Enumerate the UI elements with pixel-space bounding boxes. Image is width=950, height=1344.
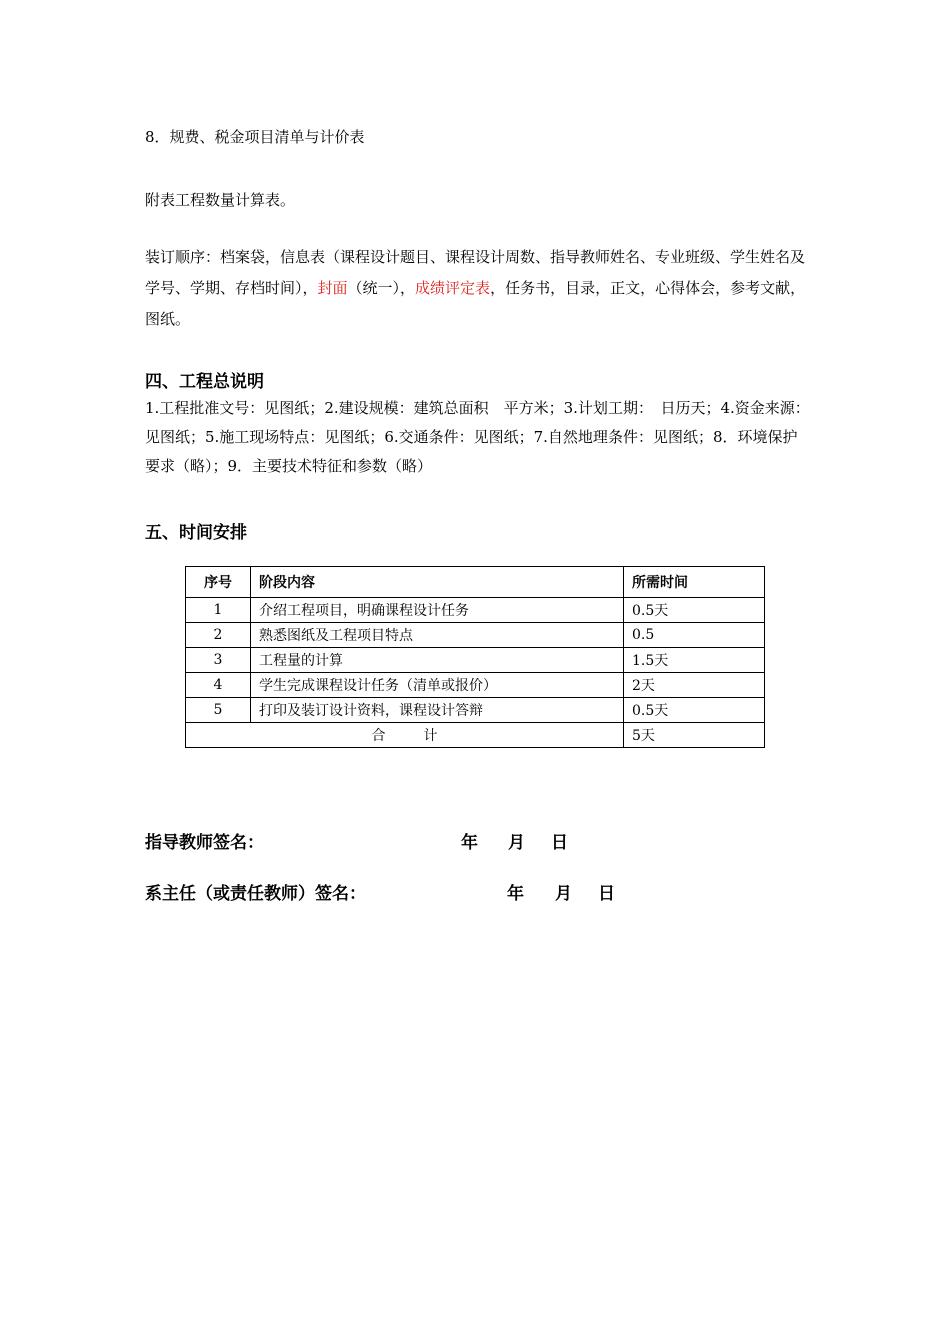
row-content: 介绍工程项目，明确课程设计任务	[251, 598, 624, 623]
teacher-sign-year: 年	[461, 833, 478, 853]
row-no: 4	[186, 673, 251, 698]
row-content: 学生完成课程设计任务（清单或报价）	[251, 673, 624, 698]
total-time: 5天	[624, 723, 765, 748]
total-label-b: 计	[423, 728, 438, 744]
binding-order-paragraph	[145, 242, 810, 335]
row-no: 1	[186, 598, 251, 623]
table-row	[186, 598, 765, 623]
director-sign-day: 日	[598, 884, 615, 904]
row-time: 1.5天	[624, 648, 765, 673]
table-row	[186, 698, 765, 723]
appendix-text: 附表工程数量计算表。	[145, 191, 296, 209]
row-time: 0.5天	[624, 698, 765, 723]
teacher-sign-day: 日	[551, 833, 568, 853]
total-label-a: 合	[371, 728, 386, 744]
table-row	[186, 623, 765, 648]
total-label	[186, 723, 624, 748]
row-time: 0.5	[624, 623, 765, 648]
row-no: 2	[186, 623, 251, 648]
section-4-text: 1.工程批准文号：见图纸；2.建设规模：建筑总面积 平方米；3.计划工期： 日历天；4.资金来源：见图纸；5.施工现场特点：见图纸；6.交通条件：见图纸；7.自然地理条件：见图纸；8．环境保护要求（略）；9．主要技术特征和参数（略）	[145, 399, 810, 475]
director-sign-year: 年	[507, 884, 524, 904]
header-time: 所需时间	[624, 567, 765, 598]
row-no: 5	[186, 698, 251, 723]
binding-grade-table-highlight: 成绩评定表	[415, 279, 491, 297]
header-no: 序号	[186, 567, 251, 598]
director-signature-label: 系主任（或责任教师）签名：	[145, 884, 366, 904]
teacher-sign-month: 月	[508, 833, 525, 853]
row-content: 熟悉图纸及工程项目特点	[251, 623, 624, 648]
section-5-heading: 五、时间安排	[145, 523, 247, 543]
director-sign-month: 月	[555, 884, 572, 904]
binding-order-part2: （统一），	[347, 279, 416, 297]
schedule-total-row	[186, 723, 765, 748]
schedule-header-row	[186, 567, 765, 598]
table-row	[186, 673, 765, 698]
binding-cover-highlight: 封面	[317, 279, 348, 297]
table-row	[186, 648, 765, 673]
schedule-table	[185, 566, 765, 748]
row-content: 打印及装订设计资料，课程设计答辩	[251, 698, 624, 723]
item-8-text: 8．规费、税金项目清单与计价表	[145, 128, 365, 146]
row-no: 3	[186, 648, 251, 673]
binding-order-part3: ，任务书，目录，正文，心得体会，参考文献，图纸。	[145, 279, 806, 328]
header-content: 阶段内容	[251, 567, 624, 598]
teacher-signature-label: 指导教师签名：	[145, 833, 264, 853]
row-content: 工程量的计算	[251, 648, 624, 673]
binding-order-part1: 装订顺序：档案袋，信息表（课程设计题目、课程设计周数、指导教师姓名、专业班级、学生姓名及学号、学期、存档时间），	[145, 248, 806, 297]
row-time: 2天	[624, 673, 765, 698]
section-4-heading: 四、工程总说明	[145, 372, 264, 392]
row-time: 0.5天	[624, 598, 765, 623]
